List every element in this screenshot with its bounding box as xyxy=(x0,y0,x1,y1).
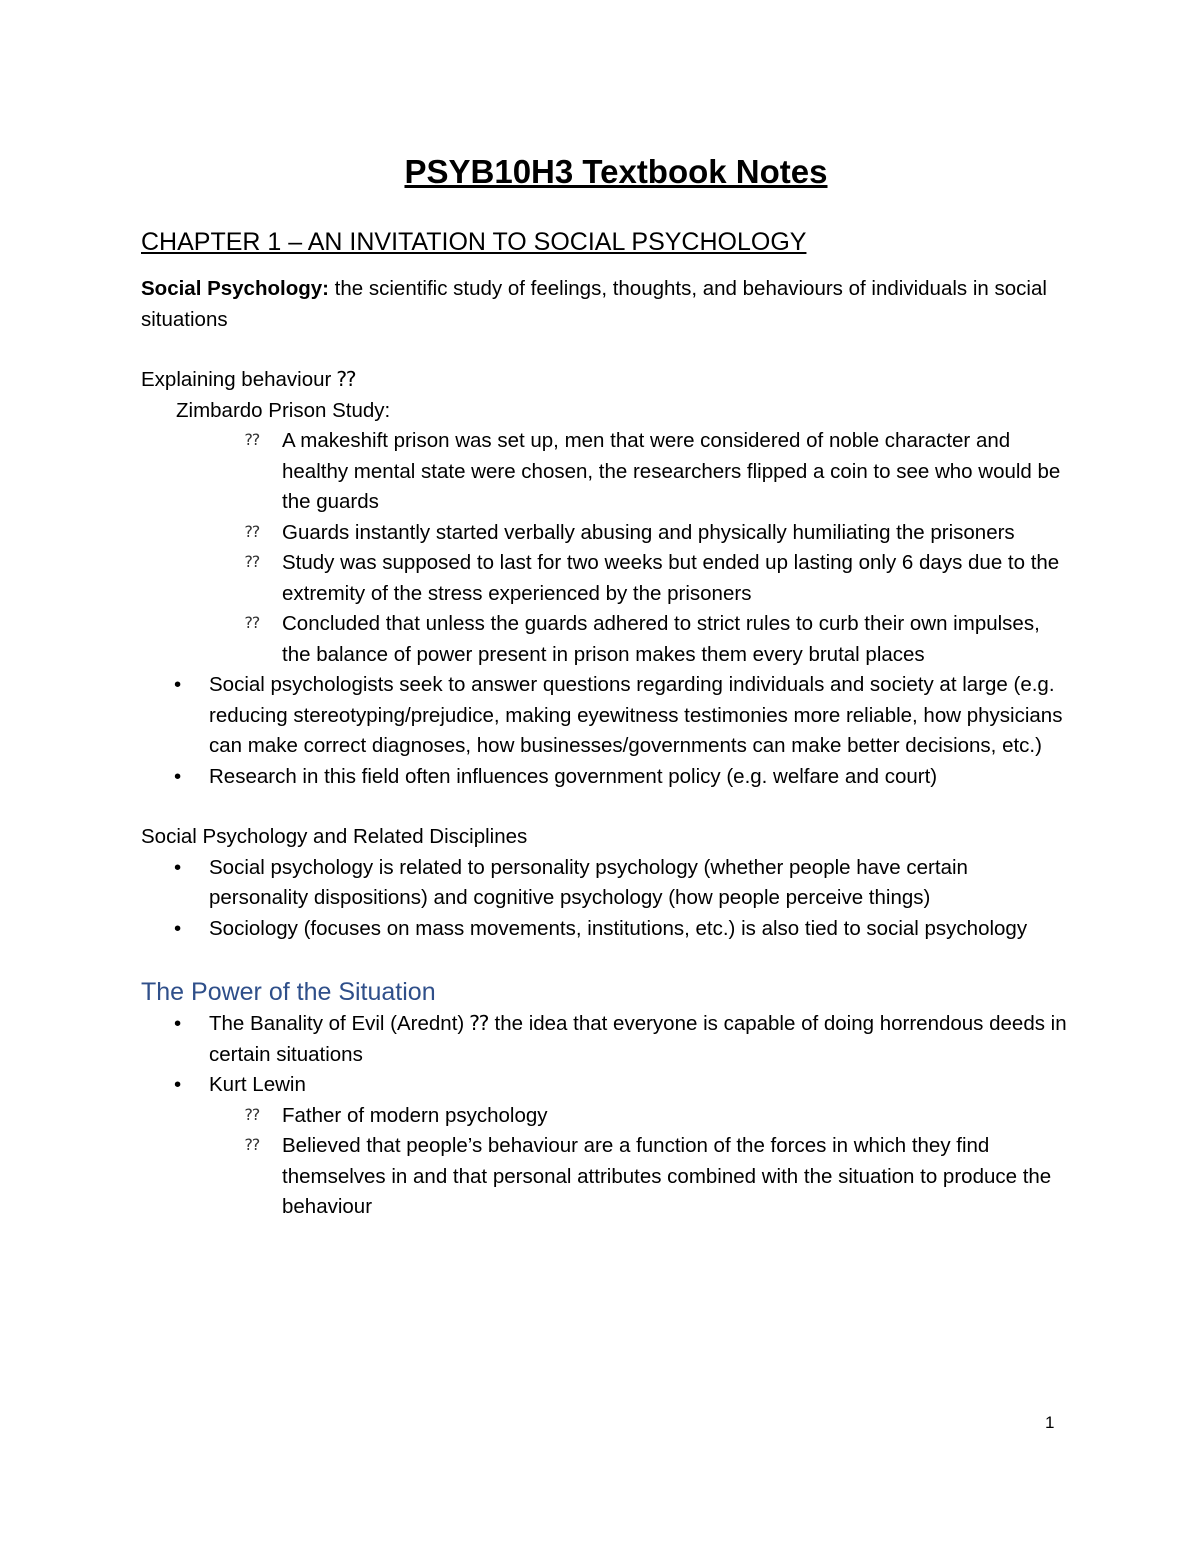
related-bullet-list xyxy=(141,853,1071,945)
explaining-bullet-list xyxy=(141,670,1071,792)
list-item xyxy=(141,1009,1071,1070)
bullet-marker: • xyxy=(174,916,182,940)
page-number: 1 xyxy=(1045,1413,1055,1432)
related-disciplines-label: Social Psychology and Related Disciplines xyxy=(141,825,528,848)
sub-bullet-marker: ⁇ xyxy=(245,432,260,449)
page-content xyxy=(141,150,1071,1223)
list-item-text: Study was supposed to last for two weeks but ended up lasting only 6 days due to the extremity of the stress experienced by the prisoners xyxy=(282,551,1060,605)
list-item xyxy=(141,518,1071,549)
power-of-situation-heading: The Power of the Situation xyxy=(141,978,436,1006)
definition-text: the scientific study of feelings, thoughts, and behaviours of individuals in social situations xyxy=(141,277,1047,331)
power-bullet-list xyxy=(141,1009,1071,1101)
list-item xyxy=(141,853,1071,914)
list-item xyxy=(141,1131,1071,1223)
list-item xyxy=(141,548,1071,609)
chapter-heading: CHAPTER 1 – AN INVITATION TO SOCIAL PSYCHOLOGY xyxy=(141,228,807,256)
sub-bullet-marker: ⁇ xyxy=(245,554,260,571)
list-item-text: Social psychology is related to personality psychology (whether people have certain personality dispositions) and cognitive psychology (how people perceive things) xyxy=(209,855,968,909)
sub-bullet-marker: ⁇ xyxy=(245,1106,260,1124)
list-item-text: Research in this field often influences government policy (e.g. welfare and court) xyxy=(209,764,938,788)
bullet-marker: • xyxy=(174,1073,182,1096)
explaining-behaviour-label: Explaining behaviour ⁇ xyxy=(141,368,356,391)
bullet-marker: • xyxy=(174,673,182,696)
list-item xyxy=(141,762,1071,793)
list-item xyxy=(141,609,1071,670)
list-item-text: Believed that people’s behaviour are a function of the forces in which they find themselves in and that personal attributes combined with the situation to produce the behaviour xyxy=(282,1134,1052,1218)
list-item-text: Kurt Lewin xyxy=(209,1073,306,1096)
definition-term: Social Psychology: xyxy=(141,277,329,300)
list-item xyxy=(141,426,1071,518)
sub-bullet-marker: ⁇ xyxy=(245,615,260,632)
list-item-text: Concluded that unless the guards adhered to strict rules to curb their own impulses, the balance of power present in prison makes them every brutal places xyxy=(282,612,1040,666)
list-item xyxy=(141,670,1071,762)
bullet-marker: • xyxy=(174,1012,182,1035)
sub-bullet-marker: ⁇ xyxy=(245,523,260,541)
bullet-marker: • xyxy=(174,855,182,879)
list-item xyxy=(141,914,1071,945)
list-item-text: Father of modern psychology xyxy=(282,1103,548,1127)
lewin-sub-list xyxy=(141,1101,1071,1223)
list-item xyxy=(141,1101,1071,1132)
list-item-text: Guards instantly started verbally abusing and physically humiliating the prisoners xyxy=(282,520,1015,544)
list-item-text: Sociology (focuses on mass movements, institutions, etc.) is also tied to social psychology xyxy=(209,916,1028,940)
bullet-marker: • xyxy=(174,764,182,788)
zimbardo-label: Zimbardo Prison Study: xyxy=(176,398,391,422)
document-title: PSYB10H3 Textbook Notes xyxy=(404,153,828,190)
sub-bullet-marker: ⁇ xyxy=(245,1137,260,1154)
zimbardo-sub-list xyxy=(141,426,1071,670)
list-item xyxy=(141,1070,1071,1101)
definition-paragraph xyxy=(141,274,1071,335)
list-item-text: The Banality of Evil (Arednt) ⁇ the idea that everyone is capable of doing horrendous deeds in certain situations xyxy=(209,1012,1067,1066)
list-item-text: Social psychologists seek to answer questions regarding individuals and society at large (e.g. reducing stereotyping/prejudice, making eyewitness testimonies more reliable, how physicians can make correct diagnoses, how businesses/governments can make better decisions, etc.) xyxy=(209,673,1063,757)
list-item-text: A makeshift prison was set up, men that were considered of noble character and healthy mental state were chosen, the researchers flipped a coin to see who would be the guards xyxy=(282,429,1061,513)
